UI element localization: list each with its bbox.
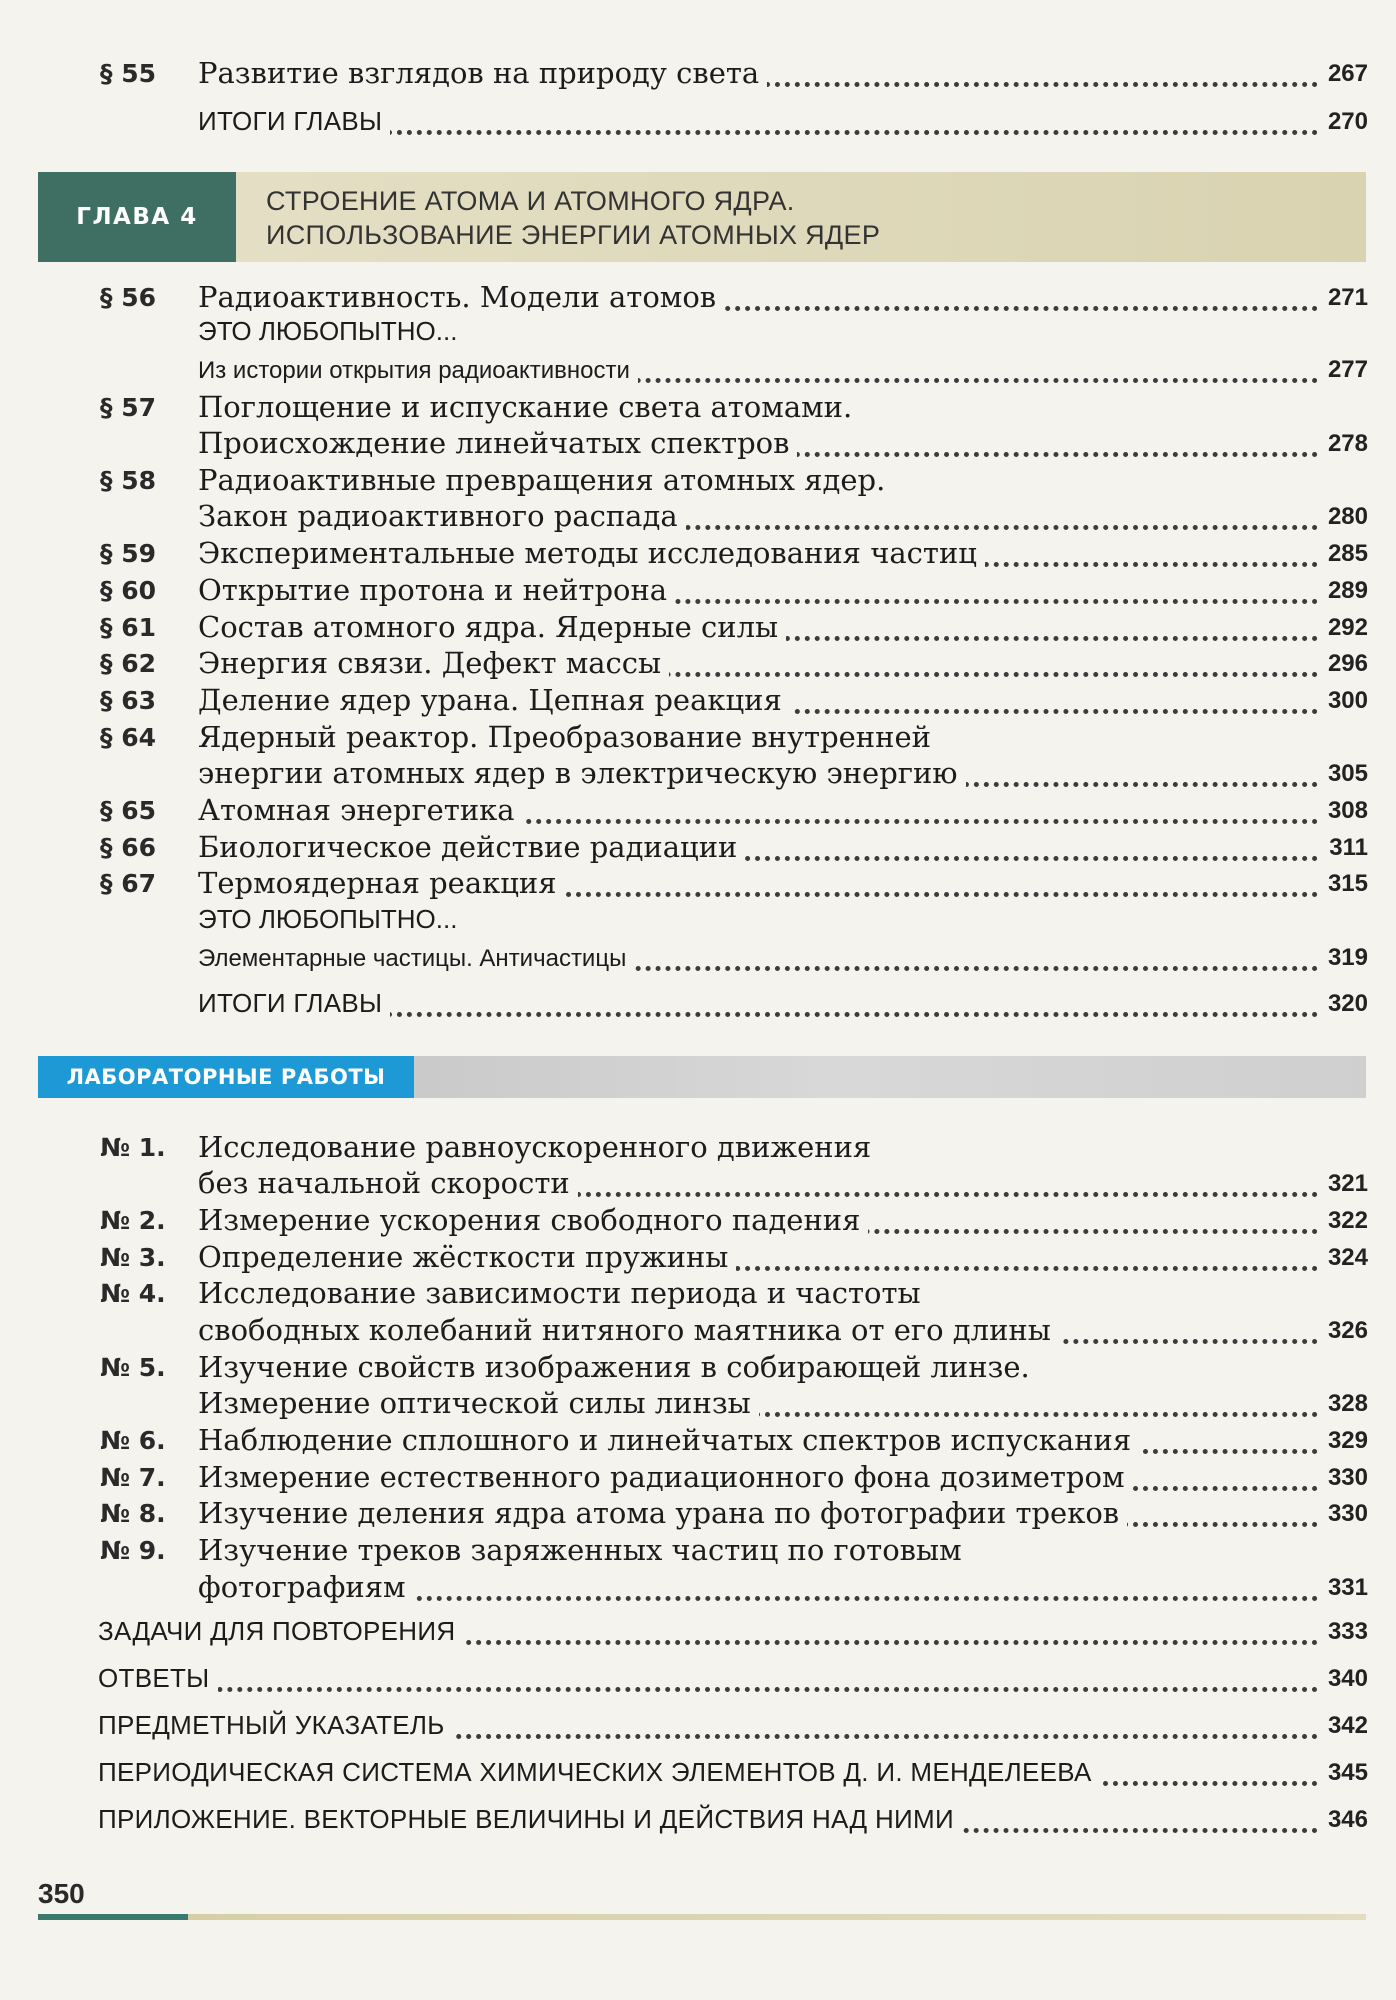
entry-title: Биологическое действие радиации <box>198 830 745 864</box>
entry-title-line1: Исследование зависимости периода и частоты <box>198 1276 929 1310</box>
page-ref: 345 <box>1318 1759 1368 1787</box>
footer-rule <box>38 1914 1366 1920</box>
lab-number: № 4. <box>100 1279 166 1308</box>
entry-title: ИТОГИ ГЛАВЫ <box>198 106 390 137</box>
lab-entry-6 <box>0 1423 1396 1459</box>
section-number: § 56 <box>100 283 156 312</box>
entry-title-line2: Происхождение линейчатых спектров <box>198 426 797 460</box>
toc-entry-60 <box>0 573 1396 609</box>
page-ref: 277 <box>1318 356 1368 384</box>
lab-number: № 9. <box>100 1536 166 1565</box>
page-ref: 346 <box>1318 1806 1368 1834</box>
toc-entry-appendix <box>0 1802 1396 1838</box>
entry-title-line1: Поглощение и испускание света атомами. <box>198 390 860 424</box>
entry-title: ЗАДАЧИ ДЛЯ ПОВТОРЕНИЯ <box>98 1616 463 1647</box>
section-number: § 59 <box>100 539 156 568</box>
toc-entry-57 <box>0 390 1396 426</box>
page-ref: 319 <box>1318 944 1368 972</box>
lab-entry-8 <box>0 1496 1396 1532</box>
page-ref: 315 <box>1318 870 1368 898</box>
chapter-banner <box>38 172 1366 262</box>
entry-title: ОТВЕТЫ <box>98 1663 218 1694</box>
entry-title: Деление ядер урана. Цепная реакция <box>198 683 790 717</box>
toc-entry-67 <box>0 866 1396 902</box>
page-ref: 280 <box>1318 503 1368 531</box>
page-ref: 331 <box>1318 1574 1368 1602</box>
lab-number: № 6. <box>100 1426 166 1455</box>
entry-title-line1: Ядерный реактор. Преобразование внутренней <box>198 720 939 754</box>
section-number: § 67 <box>100 869 156 898</box>
entry-title-line2: Измерение оптической силы линзы <box>198 1386 759 1420</box>
section-number: § 63 <box>100 686 156 715</box>
entry-title-line2: без начальной скорости <box>198 1166 578 1200</box>
entry-title-line1: Радиоактивные превращения атомных ядер. <box>198 463 893 497</box>
section-number: § 58 <box>100 466 156 495</box>
page-number: 350 <box>38 1878 85 1909</box>
page-ref: 270 <box>1318 108 1368 136</box>
entry-title-line1: Исследование равноускоренного движения <box>198 1130 879 1164</box>
entry-title-line1: Изучение треков заряженных частиц по готовым <box>198 1533 970 1567</box>
chapter-title-line2: ИСПОЛЬЗОВАНИЕ ЭНЕРГИИ АТОМНЫХ ЯДЕР <box>266 220 881 250</box>
page-ref: 330 <box>1318 1500 1368 1528</box>
toc-entry-interesting-2 <box>0 902 1396 938</box>
lab-entry-9 <box>0 1533 1396 1569</box>
lab-entry-5 <box>0 1350 1396 1386</box>
entry-title-line2: энергии атомных ядер в электрическую энергию <box>198 756 966 790</box>
section-number: § 66 <box>100 833 156 862</box>
entry-title: Развитие взглядов на природу света <box>198 56 767 90</box>
toc-entry-periodic-table <box>0 1755 1396 1791</box>
toc-entry-summary-ch4 <box>0 986 1396 1022</box>
entry-title: Элементарные частицы. Античастицы <box>198 945 634 973</box>
toc-entry-58-cont <box>0 499 1396 535</box>
toc-entry-subject-index <box>0 1708 1396 1744</box>
lab-number: № 5. <box>100 1353 166 1382</box>
lab-number: № 3. <box>100 1243 166 1272</box>
section-number: § 64 <box>100 723 156 752</box>
toc-entry-64-cont <box>0 756 1396 792</box>
toc-entry-56 <box>0 280 1396 316</box>
lab-entry-9-cont <box>0 1570 1396 1606</box>
entry-title-line2: Закон радиоактивного распада <box>198 499 686 533</box>
page-ref: 296 <box>1318 650 1368 678</box>
page-ref: 305 <box>1318 760 1368 788</box>
section-number: § 61 <box>100 613 156 642</box>
toc-entry-answers <box>0 1661 1396 1697</box>
page-ref: 329 <box>1318 1427 1368 1455</box>
lab-works-banner <box>38 1056 1366 1098</box>
page-ref: 300 <box>1318 687 1368 715</box>
toc-entry-interesting <box>0 314 1396 350</box>
toc-entry-66 <box>0 830 1396 866</box>
lab-entry-1-cont <box>0 1166 1396 1202</box>
entry-title: ИТОГИ ГЛАВЫ <box>198 988 390 1019</box>
page-ref: 333 <box>1318 1618 1368 1646</box>
page-ref: 321 <box>1318 1170 1368 1198</box>
entry-title-line2: фотографиям <box>198 1570 414 1604</box>
page-ref: 278 <box>1318 430 1368 458</box>
entry-title: Открытие протона и нейтрона <box>198 573 675 607</box>
toc-entry-61 <box>0 610 1396 646</box>
entry-title: Термоядерная реакция <box>198 866 565 900</box>
page-ref: 292 <box>1318 614 1368 642</box>
toc-entry-63 <box>0 683 1396 719</box>
entry-title: ЭТО ЛЮБОПЫТНО... <box>198 904 465 935</box>
toc-entry-57-cont <box>0 426 1396 462</box>
page-ref: 322 <box>1318 1207 1368 1235</box>
entry-title: Из истории открытия радиоактивности <box>198 357 638 385</box>
lab-entry-4-cont <box>0 1313 1396 1349</box>
lab-works-label: ЛАБОРАТОРНЫЕ РАБОТЫ <box>38 1056 414 1098</box>
toc-entry-64 <box>0 720 1396 756</box>
page-ref: 311 <box>1319 834 1368 862</box>
lab-entry-5-cont <box>0 1386 1396 1422</box>
section-number: § 65 <box>100 796 156 825</box>
toc-entry-59 <box>0 536 1396 572</box>
entry-title: Изучение деления ядра атома урана по фотографии треков <box>198 1496 1127 1530</box>
entry-title: ПЕРИОДИЧЕСКАЯ СИСТЕМА ХИМИЧЕСКИХ ЭЛЕМЕНТОВ Д. И. МЕНДЕЛЕЕВА <box>98 1757 1100 1788</box>
page-ref: 271 <box>1318 284 1368 312</box>
lab-number: № 8. <box>100 1499 166 1528</box>
entry-title: Радиоактивность. Модели атомов <box>198 280 724 314</box>
page-ref: 289 <box>1318 577 1368 605</box>
lab-number: № 1. <box>100 1133 166 1162</box>
page-ref: 267 <box>1318 60 1368 88</box>
entry-title-line2: свободных колебаний нитяного маятника от его длины <box>198 1313 1059 1347</box>
lab-number: № 2. <box>100 1206 166 1235</box>
page-ref: 320 <box>1318 990 1368 1018</box>
entry-title: Энергия связи. Дефект массы <box>198 646 669 680</box>
entry-title: Определение жёсткости пружины <box>198 1240 736 1274</box>
toc-entry-summary-ch3 <box>0 104 1396 140</box>
section-number: § 62 <box>100 649 156 678</box>
entry-title: Наблюдение сплошного и линейчатых спектров испускания <box>198 1423 1139 1457</box>
entry-title: ПРЕДМЕТНЫЙ УКАЗАТЕЛЬ <box>98 1710 453 1741</box>
lab-entry-3 <box>0 1240 1396 1276</box>
toc-entry-55 <box>0 56 1396 92</box>
toc-entry-elementary-particles <box>0 940 1396 976</box>
entry-title: Измерение естественного радиационного фона дозиметром <box>198 1460 1133 1494</box>
lab-entry-4 <box>0 1276 1396 1312</box>
entry-title: ЭТО ЛЮБОПЫТНО... <box>198 316 465 347</box>
page-ref: 342 <box>1318 1712 1368 1740</box>
page-ref: 330 <box>1318 1464 1368 1492</box>
entry-title: ПРИЛОЖЕНИЕ. ВЕКТОРНЫЕ ВЕЛИЧИНЫ И ДЕЙСТВИЯ НАД НИМИ <box>98 1804 962 1835</box>
toc-entry-62 <box>0 646 1396 682</box>
section-number: § 57 <box>100 393 156 422</box>
toc-entry-65 <box>0 793 1396 829</box>
toc-entry-radioactivity-history <box>0 352 1396 388</box>
toc-entry-58 <box>0 463 1396 499</box>
entry-title: Состав атомного ядра. Ядерные силы <box>198 610 786 644</box>
lab-entry-7 <box>0 1460 1396 1496</box>
section-number: § 60 <box>100 576 156 605</box>
entry-title-line1: Изучение свойств изображения в собирающей линзе. <box>198 1350 1038 1384</box>
lab-number: № 7. <box>100 1463 166 1492</box>
page-ref: 326 <box>1318 1317 1368 1345</box>
dot-leader <box>98 1687 1368 1692</box>
page-ref: 340 <box>1318 1665 1368 1693</box>
page-ref: 324 <box>1318 1244 1368 1272</box>
lab-entry-1 <box>0 1130 1396 1166</box>
chapter-label: ГЛАВА 4 <box>38 172 236 262</box>
page-ref: 285 <box>1318 540 1368 568</box>
page-ref: 328 <box>1318 1390 1368 1418</box>
chapter-title-line1: СТРОЕНИЕ АТОМА И АТОМНОГО ЯДРА. <box>266 186 795 216</box>
lab-entry-2 <box>0 1203 1396 1239</box>
section-number: § 55 <box>100 59 156 88</box>
toc-entry-review-problems <box>0 1614 1396 1650</box>
entry-title: Экспериментальные методы исследования частиц <box>198 536 985 570</box>
entry-title: Измерение ускорения свободного падения <box>198 1203 868 1237</box>
entry-title: Атомная энергетика <box>198 793 523 827</box>
page-ref: 308 <box>1318 797 1368 825</box>
